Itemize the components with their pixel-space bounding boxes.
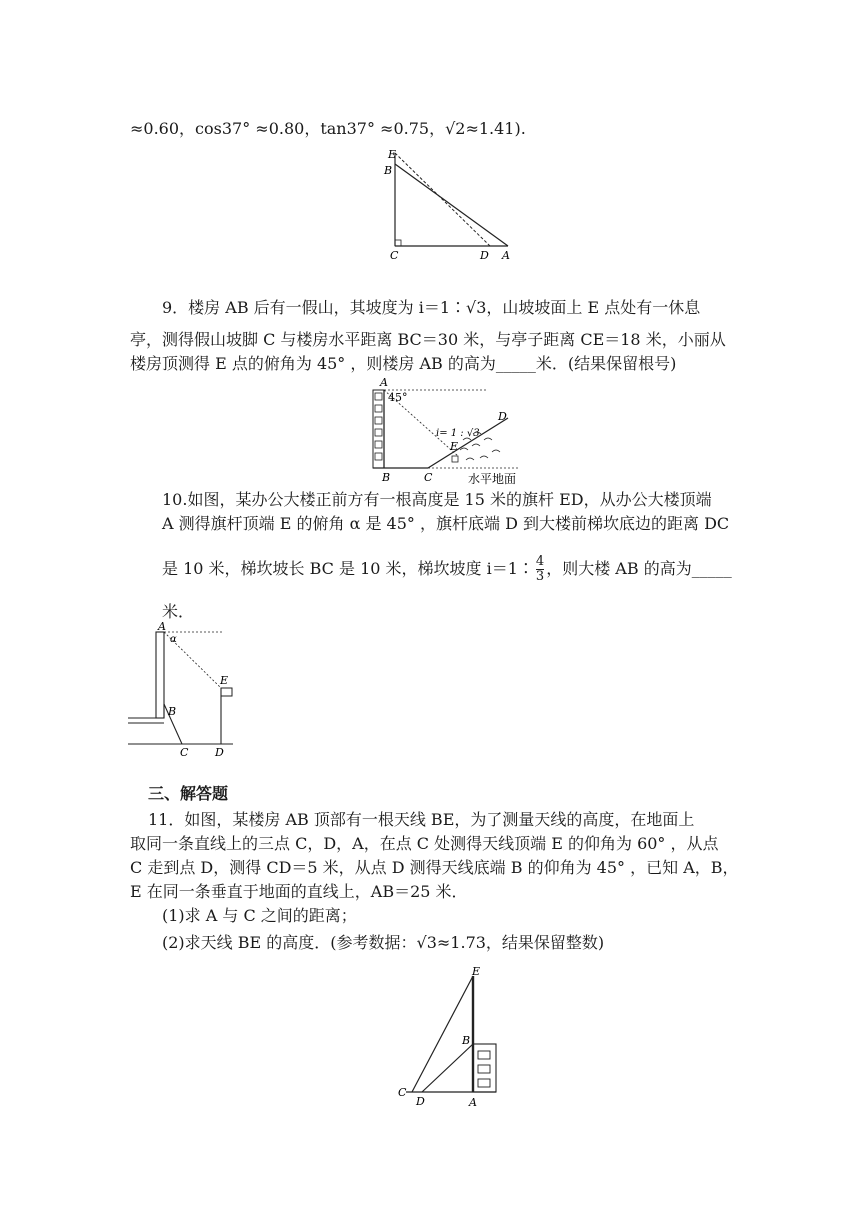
label-A: A <box>380 378 388 389</box>
label-E: E <box>450 440 459 453</box>
label-B: B <box>382 471 391 484</box>
q9-line-1: 9．楼房 AB 后有一假山，其坡度为 i＝1∶√3，山坡坡面上 E 点处有一休息 <box>162 298 701 317</box>
label-C: C <box>390 249 399 262</box>
label-D: D <box>416 1095 425 1108</box>
q11-part-2: (2)求天线 BE 的高度．(参考数据：√3≈1.73，结果保留整数) <box>162 933 605 952</box>
label-A: A <box>502 249 510 262</box>
label-C: C <box>398 1086 407 1099</box>
q11-line-2: 取同一条直线上的三点 C，D，A，在点 C 处测得天线顶端 E 的仰角为 60° ，从点 <box>130 834 719 853</box>
label-E: E <box>220 674 229 687</box>
label-B: B <box>462 1034 471 1047</box>
label-E: E <box>472 965 481 978</box>
q11-part-1: (1)求 A 与 C 之间的距离； <box>162 906 357 925</box>
label-D: D <box>480 249 489 262</box>
q11-line-4: E 在同一条垂直于地面的直线上，AB＝25 米． <box>130 882 468 901</box>
q11-line-1: 11．如图，某楼房 AB 顶部有一根天线 BE，为了测量天线的高度，在地面上 <box>148 810 695 829</box>
label-C: C <box>180 746 189 759</box>
q9-line-2: 亭，测得假山坡脚 C 与楼房水平距离 BC＝30 米，与亭子距离 CE＝18 米，小丽从 <box>130 330 726 349</box>
figure-q11-antenna <box>392 964 512 1109</box>
label-D: D <box>215 746 224 759</box>
label-D: D <box>498 410 507 423</box>
q10-line-2: A 测得旗杆顶端 E 的俯角 α 是 45° ，旗杆底端 D 到大楼前梯坎底边的距离 DC <box>162 514 730 533</box>
section-title: 三、解答题 <box>148 784 229 803</box>
q9-line-3: 楼房顶测得 E 点的俯角为 45° ，则楼房 AB 的高为_____米．(结果保留根号) <box>130 354 677 373</box>
figure-q8-triangle <box>380 148 520 264</box>
label-ground: 水平地面 <box>468 472 517 486</box>
label-B: B <box>384 164 393 177</box>
q10-line-4: 米． <box>162 602 195 621</box>
label-alpha: α <box>170 634 177 645</box>
label-E: E <box>388 148 397 161</box>
label-C: C <box>424 471 433 484</box>
fraction-4-3: $\frac{4}{3}$ <box>535 554 545 584</box>
label-A: A <box>158 620 166 633</box>
q11-line-3: C 走到点 D，测得 CD＝5 米，从点 D 测得天线底端 B 的仰角为 45° ，已知 A，B， <box>130 858 739 877</box>
figure-q9-hill <box>368 378 530 488</box>
label-A: A <box>469 1096 477 1109</box>
figure-q10-flagpole <box>128 620 238 760</box>
intro-line: ≈0.60，cos37° ≈0.80，tan37° ≈0.75，√2≈1.41). <box>130 119 526 138</box>
label-angle-45: 45° <box>388 391 408 404</box>
q10-line-1: 10.如图，某办公大楼正前方有一根高度是 15 米的旗杆 ED，从办公大楼顶端 <box>162 490 712 509</box>
label-slope: i= 1 : √3 <box>436 428 480 439</box>
q10-line-3: 是 10 米，梯坎坡长 BC 是 10 米，梯坎坡度 i＝1∶ $\frac{4}{3}$ ，则大楼 AB 的高为_____ <box>162 554 732 584</box>
label-B: B <box>168 705 177 718</box>
